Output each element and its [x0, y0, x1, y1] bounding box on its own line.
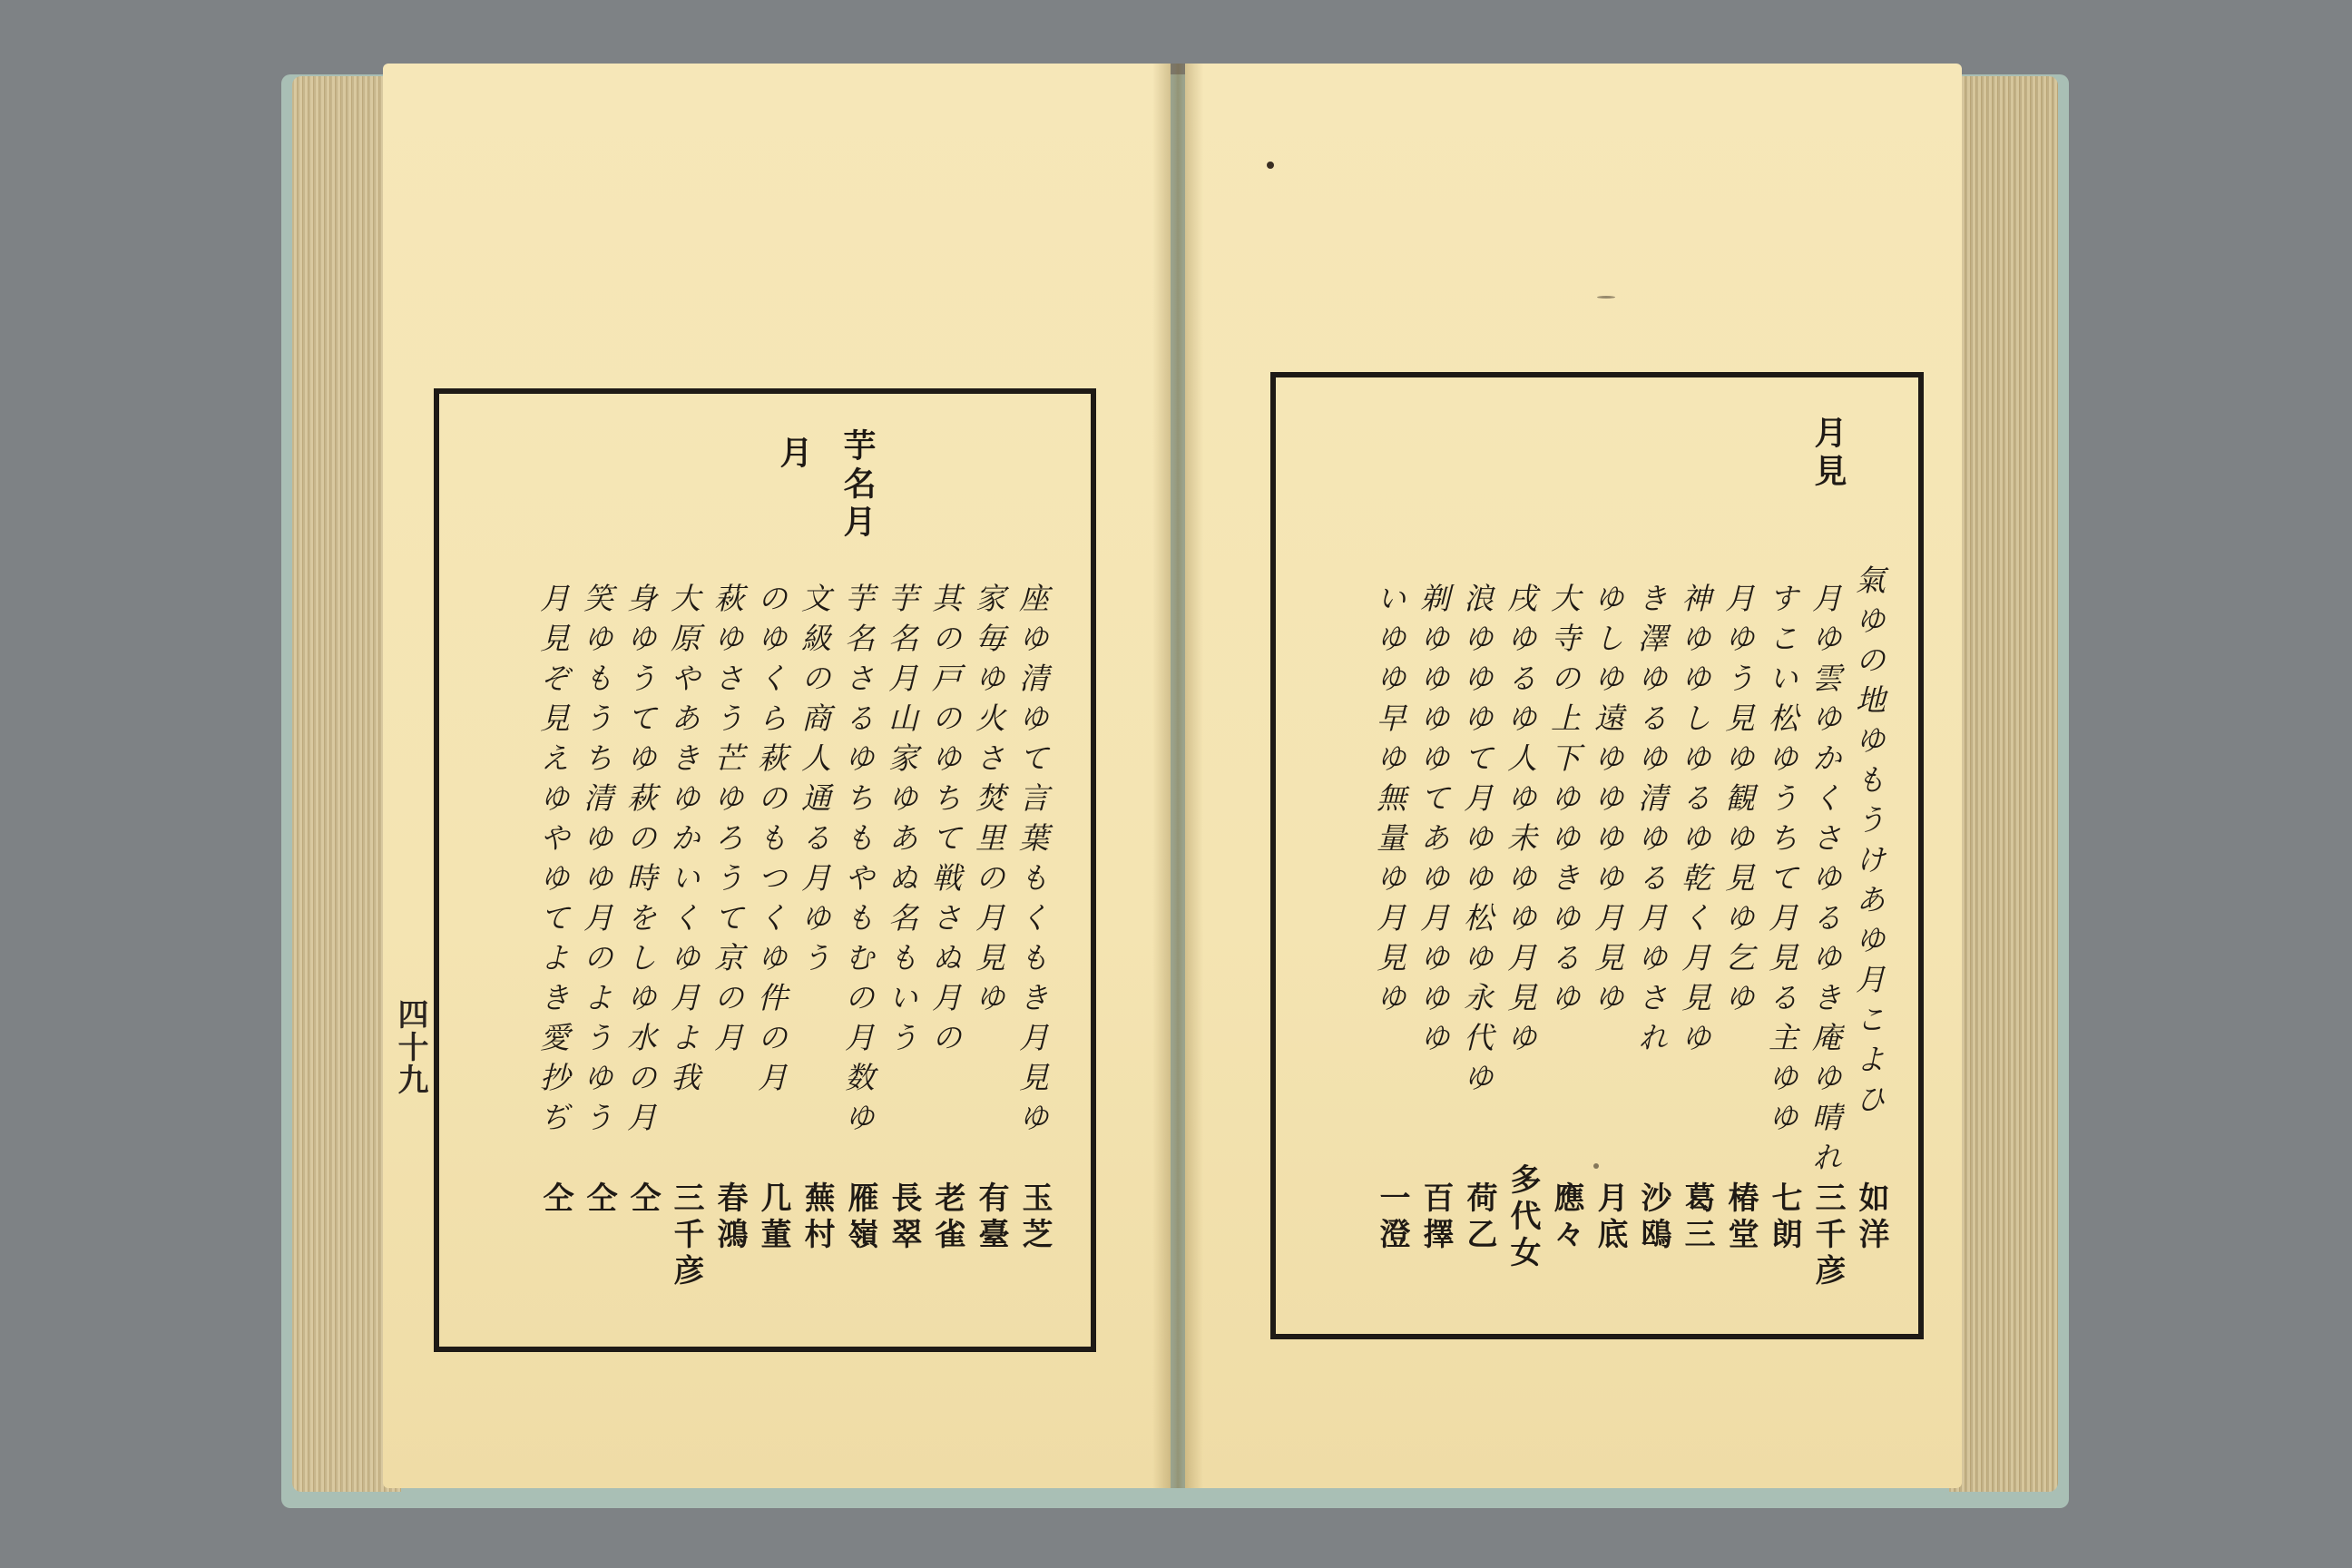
right-verse: き澤ゆるゆ清ゆる月ゆされ: [1633, 583, 1669, 1062]
folio-number: 四十九: [392, 998, 428, 1096]
right-verse: すこい松ゆうちて月見る主ゆゆ: [1764, 583, 1799, 1142]
right-author: 多代女: [1504, 1163, 1541, 1272]
right-verse: 剃ゆゆゆゆてあゆ月ゆゆゆ: [1416, 583, 1451, 1062]
right-author: 沙鴎: [1635, 1181, 1671, 1254]
left-author: 玉芝: [1016, 1181, 1053, 1254]
open-book: [281, 56, 2069, 1508]
book-gutter: [1152, 64, 1203, 1488]
right-author: 應々: [1548, 1181, 1584, 1254]
left-verse: 月見ぞ見えゆやゆてよき愛抄ぢ: [535, 583, 571, 1142]
left-verse: 座ゆ清ゆて言葉もくもき月見ゆ: [1014, 583, 1050, 1142]
right-author: 百擇: [1417, 1181, 1454, 1254]
left-verse: 其の戸のゆちて戦さぬ月の: [927, 583, 963, 1062]
right-author: 三千彦: [1809, 1181, 1846, 1290]
left-author: 蕪村: [799, 1181, 835, 1254]
right-author: 一澄: [1374, 1181, 1410, 1254]
page-edges-right: [1949, 76, 2058, 1492]
right-verse: 神ゆゆしゆるゆ乾く月見ゆ: [1677, 583, 1712, 1062]
left-author: 老雀: [929, 1181, 965, 1254]
ink-speck: [1597, 296, 1615, 299]
right-verse: 戌ゆるゆ人ゆ未ゆゆ月見ゆ: [1503, 583, 1538, 1062]
left-verse: のゆくら萩のもつくゆ件の月: [753, 583, 789, 1102]
ink-speck: [1593, 1163, 1599, 1169]
right-author: 葛三: [1679, 1181, 1715, 1254]
left-author: 几董: [755, 1181, 791, 1254]
left-verse: 身ゆうてゆ萩の時をしゆ水の月: [622, 583, 658, 1142]
left-author: 仝: [537, 1181, 573, 1218]
right-author: 荷乙: [1461, 1181, 1497, 1254]
right-verse: 浪ゆゆゆて月ゆゆ松ゆ永代ゆ: [1459, 583, 1494, 1102]
right-verse: いゆゆ早ゆ無量ゆ月見ゆ: [1372, 583, 1407, 1022]
right-verse: ゆしゆ遠ゆゆゆゆ月見ゆ: [1590, 583, 1625, 1022]
left-verse: 大原やあきゆかいくゆ月よ我: [666, 583, 701, 1102]
right-author: 月底: [1592, 1181, 1628, 1254]
left-verse: 笑ゆもうち清ゆゆ月のようゆう: [579, 583, 614, 1142]
left-author: 三千彦: [668, 1181, 704, 1290]
left-verse: 文級の商人通る月ゆう: [797, 583, 832, 982]
ink-speck: [1267, 162, 1274, 169]
right-verse: 大寺の上下ゆゆきゆるゆ: [1546, 583, 1582, 1022]
left-author: 長翠: [886, 1181, 922, 1254]
right-author: 椿堂: [1722, 1181, 1759, 1254]
left-author: 有臺: [973, 1181, 1009, 1254]
right-author: 七朗: [1766, 1181, 1802, 1254]
left-title-1: 芋名月: [838, 428, 877, 543]
left-title-2: 月: [775, 436, 813, 474]
right-title: 月見: [1809, 416, 1847, 492]
right-verse: 月ゆ雲ゆかくさゆるゆき庵ゆ晴れ: [1808, 583, 1843, 1181]
right-verse: 月ゆう見ゆ観ゆ見ゆ乞ゆ: [1720, 583, 1756, 1022]
left-verse: 家毎ゆ火さ焚里の月見ゆ: [971, 583, 1006, 1022]
left-verse: 萩ゆさう芒ゆろうて京の月: [710, 583, 745, 1062]
left-verse: 芋名月山家ゆあぬ名もいう: [884, 583, 919, 1062]
left-author: 仝: [581, 1181, 617, 1218]
left-author: 春鴻: [711, 1181, 748, 1254]
right-author: 如洋: [1853, 1181, 1889, 1254]
left-verse: 芋名さるゆちもやもむの月数ゆ: [840, 583, 876, 1142]
right-verse: 氣ゆの地ゆもうけあゆ月こよひ: [1851, 564, 1886, 1123]
left-author: 仝: [624, 1181, 661, 1218]
left-author: 雁嶺: [842, 1181, 878, 1254]
